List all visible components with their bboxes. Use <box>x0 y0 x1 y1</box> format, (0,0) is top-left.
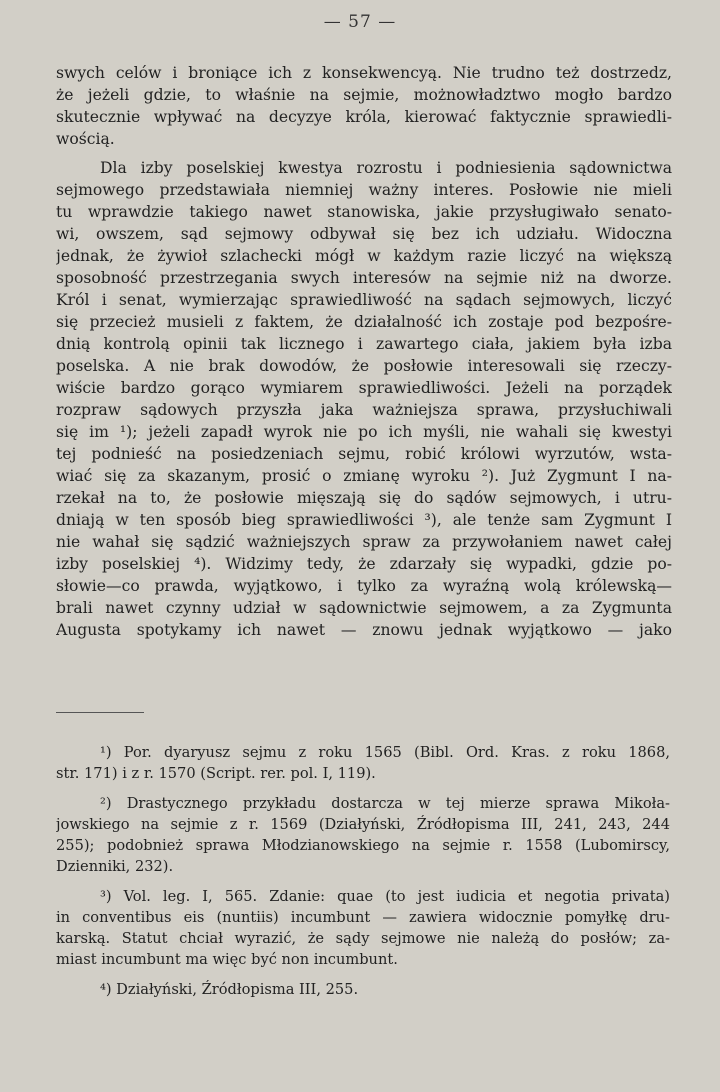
text-line: tej podnieść na posiedzeniach sejmu, robić królowi wyrzutów, wsta- <box>56 445 672 463</box>
footnote <box>56 886 670 970</box>
footnote-line: ²) Drastycznego przykładu dostarcza w tej mierze sprawa Mikoła- <box>100 795 670 812</box>
footnotes <box>56 742 670 1009</box>
text-line: dnią kontrolą opinii tak licznego i zawartego ciała, jakiem była izba <box>56 335 672 353</box>
footnote-line: Dzienniki, 232). <box>56 858 174 875</box>
text-line: wiście bardzo gorąco wymiarem sprawiedliwości. Jeżeli na porządek <box>56 379 672 397</box>
footnote <box>56 793 670 877</box>
text-line: poselska. A nie brak dowodów, że posłowie interesowali się rzeczy- <box>56 357 672 375</box>
text-line: izby poselskiej ⁴). Widzimy tedy, że zdarzały się wypadki, gdzie po- <box>56 555 672 573</box>
main-text <box>56 62 672 641</box>
footnote-line: ⁴) Działyński, Źródłopisma III, 255. <box>100 981 359 998</box>
footnote-line: in conventibus eis (nuntiis) incumbunt — zawiera widocznie pomyłkę dru- <box>56 909 670 926</box>
footnote-line: ³) Vol. leg. I, 565. Zdanie: quae (to jest iudicia et negotia privata) <box>100 888 670 905</box>
footnote-separator <box>56 712 144 713</box>
text-line: skutecznie wpływać na decyzye króla, kierować faktycznie sprawiedli- <box>56 108 672 126</box>
text-line: nie wahał się sądzić ważniejszych spraw za przywołaniem nawet całej <box>56 533 672 551</box>
text-line: sejmowego przedstawiała niemniej ważny interes. Posłowie nie mieli <box>56 181 672 199</box>
text-line: brali nawet czynny udział w sądownictwie sejmowem, a za Zygmunta <box>56 599 672 617</box>
footnote <box>56 979 670 1000</box>
text-line: swych celów i broniące ich z konsekwencyą. Nie trudno też dostrzedz, <box>56 64 672 82</box>
paragraph-gap <box>56 150 672 157</box>
text-line: Król i senat, wymierzając sprawiedliwość na sądach sejmowych, liczyć <box>56 291 672 309</box>
text-line: że jeżeli gdzie, to właśnie na sejmie, możnowładztwo mogło bardzo <box>56 86 672 104</box>
text-line: jednak, że żywioł szlachecki mógł w każdym razie liczyć na większą <box>56 247 672 265</box>
text-line: dniają w ten sposób bieg sprawiedliwości ³), ale tenże sam Zygmunt I <box>56 511 672 529</box>
footnote-line: miast incumbunt ma więc być non incumbunt. <box>56 951 398 968</box>
footnote-line: jowskiego na sejmie z r. 1569 (Działyński, Źródłopisma III, 241, 243, 244 <box>56 816 670 833</box>
text-line: się przecież musieli z faktem, że działalność ich zostaje pod bezpośre- <box>56 313 672 331</box>
footnote-line: ¹) Por. dyaryusz sejmu z roku 1565 (Bibl. Ord. Kras. z roku 1868, <box>100 744 670 761</box>
text-line: wi, owszem, sąd sejmowy odbywał się bez ich udziału. Widoczna <box>56 225 672 243</box>
text-line: sposobność przestrzegania swych interesów na sejmie niż na dworze. <box>56 269 672 287</box>
text-line: się im ¹); jeżeli zapadł wyrok nie po ich myśli, nie wahali się kwestyi <box>56 423 672 441</box>
footnote-line: str. 171) i z r. 1570 (Script. rer. pol. I, 119). <box>56 765 376 782</box>
footnote-line: 255); podobnież sprawa Młodzianowskiego na sejmie r. 1558 (Lubomirscy, <box>56 837 670 854</box>
text-line: rzekał na to, że posłowie mięszają się do sądów sejmowych, i utru- <box>56 489 672 507</box>
text-line: Augusta spotykamy ich nawet — znowu jednak wyjątkowo — jako <box>56 621 672 639</box>
page-number: — 57 — <box>323 12 397 32</box>
paragraph <box>56 62 672 150</box>
footnote-line: karską. Statut chciał wyrazić, że sądy sejmowe nie należą do posłów; za- <box>56 930 670 947</box>
text-line: słowie—co prawda, wyjątkowo, i tylko za wyraźną wolą królewską— <box>56 577 672 595</box>
text-line: wiać się za skazanym, prosić o zmianę wyroku ²). Już Zygmunt I na- <box>56 467 672 485</box>
footnote <box>56 742 670 784</box>
text-line: tu wprawdzie takiego nawet stanowiska, jakie przysługiwało senato- <box>56 203 672 221</box>
text-line: rozpraw sądowych przyszła jaka ważniejsza sprawa, przysłuchiwali <box>56 401 672 419</box>
paragraph <box>56 157 672 641</box>
text-line: wością. <box>56 130 115 148</box>
text-line: Dla izby poselskiej kwestya rozrostu i podniesienia sądownictwa <box>100 159 672 177</box>
